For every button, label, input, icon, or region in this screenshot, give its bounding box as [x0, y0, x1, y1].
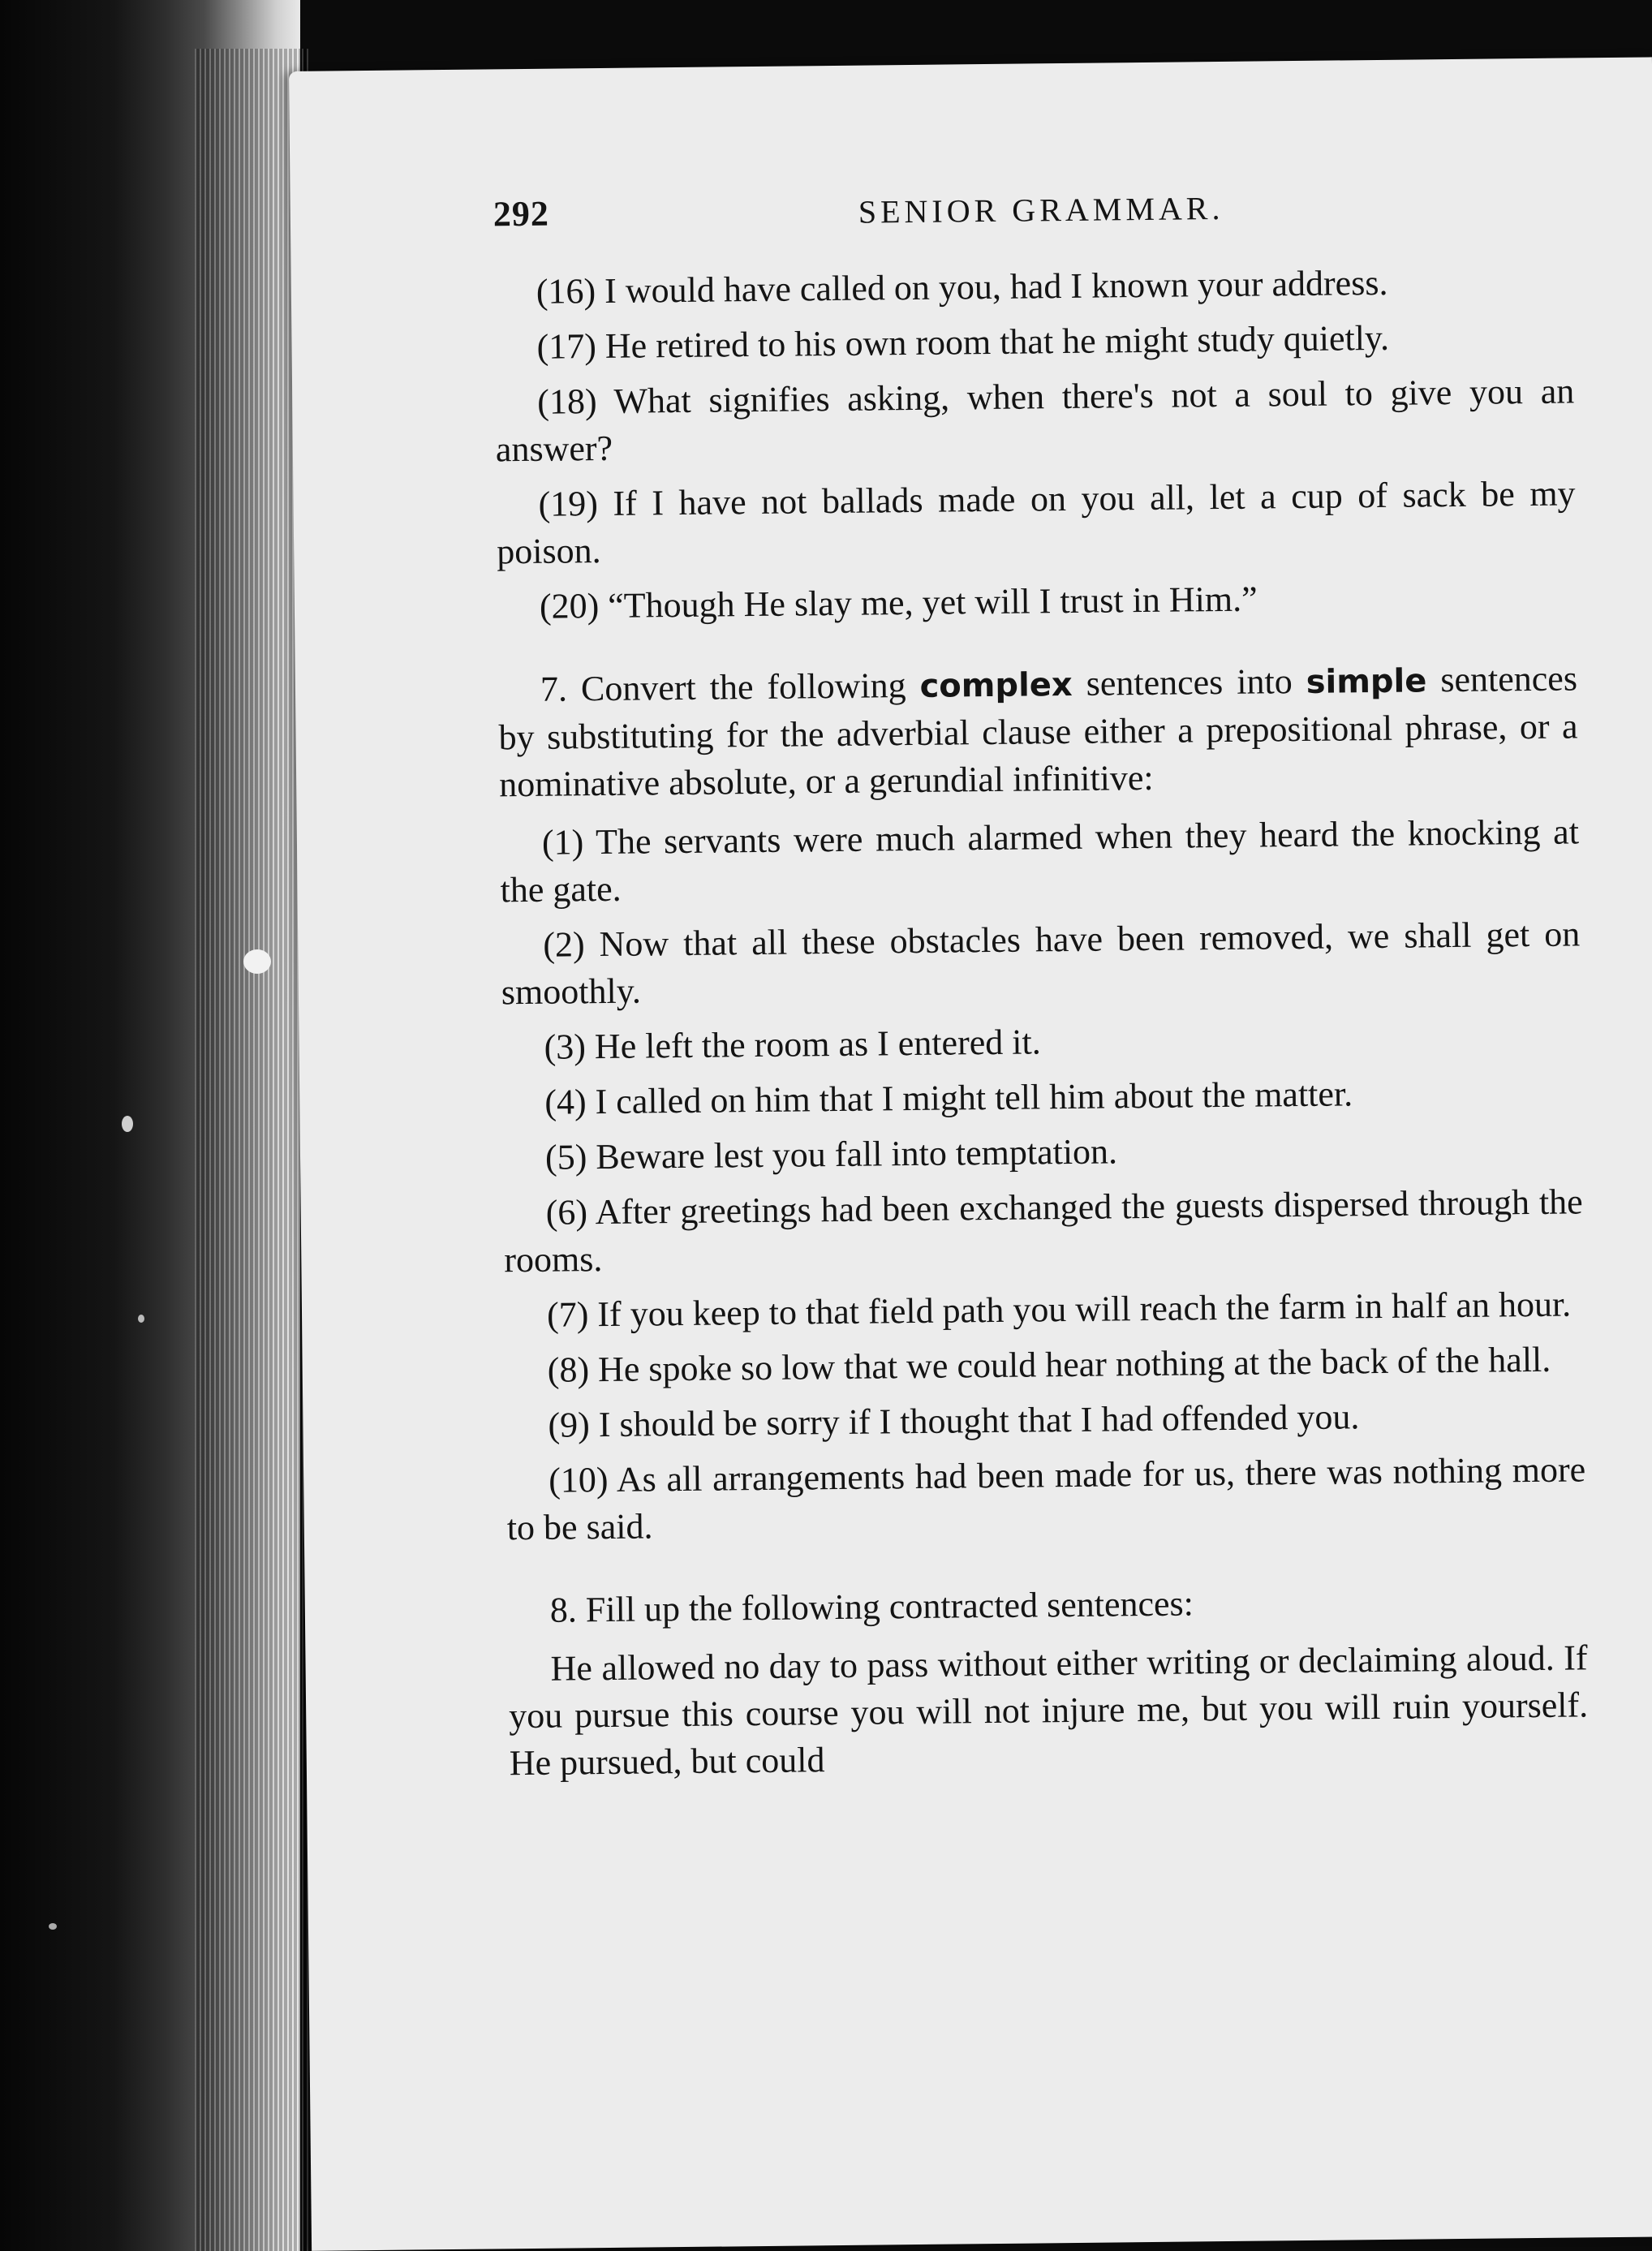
exercise-item: (5) Beware lest you fall into temptation. [544, 1131, 1118, 1177]
scan-speck [243, 949, 271, 974]
exercise-item: (19) If I have not ballads made on you all, let a cup of sack be my poison. [496, 473, 1576, 572]
page-text-block [493, 179, 1590, 1795]
exercise-item: (9) I should be sorry if I thought that I had offended you. [548, 1397, 1360, 1445]
exercise-item: (17) He retired to his own room that he might study quietly. [536, 317, 1390, 367]
exercise-8-heading: 8. Fill up the following contracted sentences: [549, 1583, 1194, 1630]
running-head [493, 179, 1573, 256]
instruction-text: sentences by substituting for the adverbial clause either a prepositional phrase, or a nominative absolute, or a gerundial infinitive: [498, 658, 1578, 805]
page-number: 292 [493, 193, 550, 235]
exercise-item: (8) He spoke so low that we could hear nothing at the back of the hall. [547, 1339, 1551, 1390]
running-title: SENIOR GRAMMAR. [858, 189, 1224, 230]
exercise-item: (1) The servants were much alarmed when they heard the knocking at the gate. [500, 811, 1580, 910]
instruction-text: sentences into [1072, 661, 1306, 704]
scan-speck [49, 1923, 57, 1930]
term-complex: complex [919, 665, 1073, 705]
exercise-item: (6) After greetings had been exchanged the guests dispersed through the rooms. [504, 1181, 1583, 1280]
exercise-item: (3) He left the room as I entered it. [544, 1022, 1041, 1067]
scan-speck [122, 1116, 133, 1132]
book-page [289, 57, 1652, 2250]
scan-speck [138, 1315, 144, 1323]
exercise-item: (18) What signifies asking, when there's not a soul to give you an answer? [495, 371, 1575, 470]
exercise-7-instruction [498, 655, 1579, 808]
term-simple: simple [1306, 662, 1427, 701]
exercise-item: (4) I called on him that I might tell him about the matter. [544, 1074, 1353, 1122]
exercise-item: (16) I would have called on you, had I known your address. [536, 262, 1388, 312]
exercise-8-body: He allowed no day to pass without either writing or declaiming aloud. If you pursue this course you will not injure me, but you will ruin yourself. He pursued, but could [508, 1638, 1589, 1784]
exercise-item: (2) Now that all these obstacles have been removed, we shall get on smoothly. [501, 914, 1581, 1013]
exercise-item: (7) If you keep to that field path you will reach the farm in half an hour. [546, 1284, 1572, 1335]
instruction-text: 7. Convert the following [540, 665, 920, 709]
exercise-item: (10) As all arrangements had been made for us, there was nothing more to be said. [506, 1449, 1586, 1548]
exercise-item: (20) “Though He slay me, yet will I trust in Him.” [539, 579, 1258, 626]
